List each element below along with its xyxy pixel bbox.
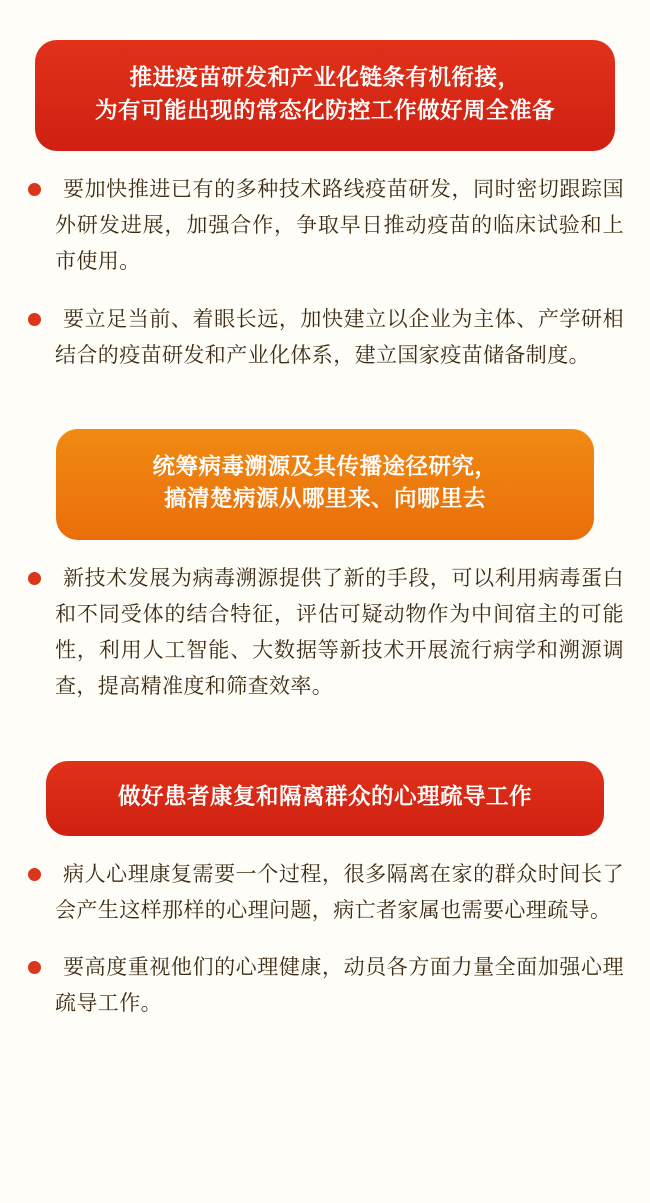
paragraph-text: 要高度重视他们的心理健康，动员各方面力量全面加强心理疏导工作。 — [55, 956, 624, 1016]
section-psychological-support — [18, 761, 632, 1022]
document-page — [0, 40, 650, 1203]
section-banner-1 — [35, 40, 615, 151]
section-virus-tracing — [18, 429, 632, 706]
paragraph — [28, 172, 624, 280]
paragraph-text: 病人心理康复需要一个过程，很多隔离在家的群众时间长了会产生这样那样的心理问题，病亡者家属也需要心理疏导。 — [55, 863, 624, 923]
paragraph — [28, 857, 624, 929]
page-bottom-space — [18, 1023, 632, 1049]
section-banner-2 — [56, 429, 594, 540]
paragraph-text: 要加快推进已有的多种技术路线疫苗研发，同时密切跟踪国外研发进展，加强合作，争取早日推动疫苗的临床试验和上市使用。 — [55, 178, 624, 274]
bullet-dot-icon — [28, 961, 41, 974]
paragraph-text: 新技术发展为病毒溯源提供了新的手段，可以利用病毒蛋白和不同受体的结合特征，评估可疑动物作为中间宿主的可能性，利用人工智能、大数据等新技术开展流行病学和溯源调查，提高精准度和筛查效率。 — [55, 567, 624, 699]
banner-2-line-2: 搞清楚病源从哪里来、向哪里去 — [163, 486, 486, 512]
bullet-dot-icon — [28, 183, 41, 196]
banner-1-line-2: 为有可能出现的常态化防控工作做好周全准备 — [94, 97, 555, 123]
section-divider-space — [18, 374, 632, 386]
section-vaccine-rd — [18, 40, 632, 374]
paragraph — [28, 950, 624, 1022]
banner-1-line-1: 推进疫苗研发和产业化链条有机衔接， — [129, 65, 521, 90]
paragraph — [28, 302, 624, 374]
section-divider-space — [18, 705, 632, 717]
bullet-dot-icon — [28, 868, 41, 881]
banner-3-line-1: 做好患者康复和隔离群众的心理疏导工作 — [117, 784, 532, 810]
section-banner-3 — [46, 761, 604, 836]
bullet-dot-icon — [28, 572, 41, 585]
paragraph — [28, 561, 624, 705]
paragraph-text: 要立足当前、着眼长远，加快建立以企业为主体、产学研相结合的疫苗研发和产业化体系，建立国家疫苗储备制度。 — [55, 307, 624, 367]
bullet-dot-icon — [28, 313, 41, 326]
banner-2-line-1: 统筹病毒溯源及其传播途径研究， — [152, 453, 498, 479]
